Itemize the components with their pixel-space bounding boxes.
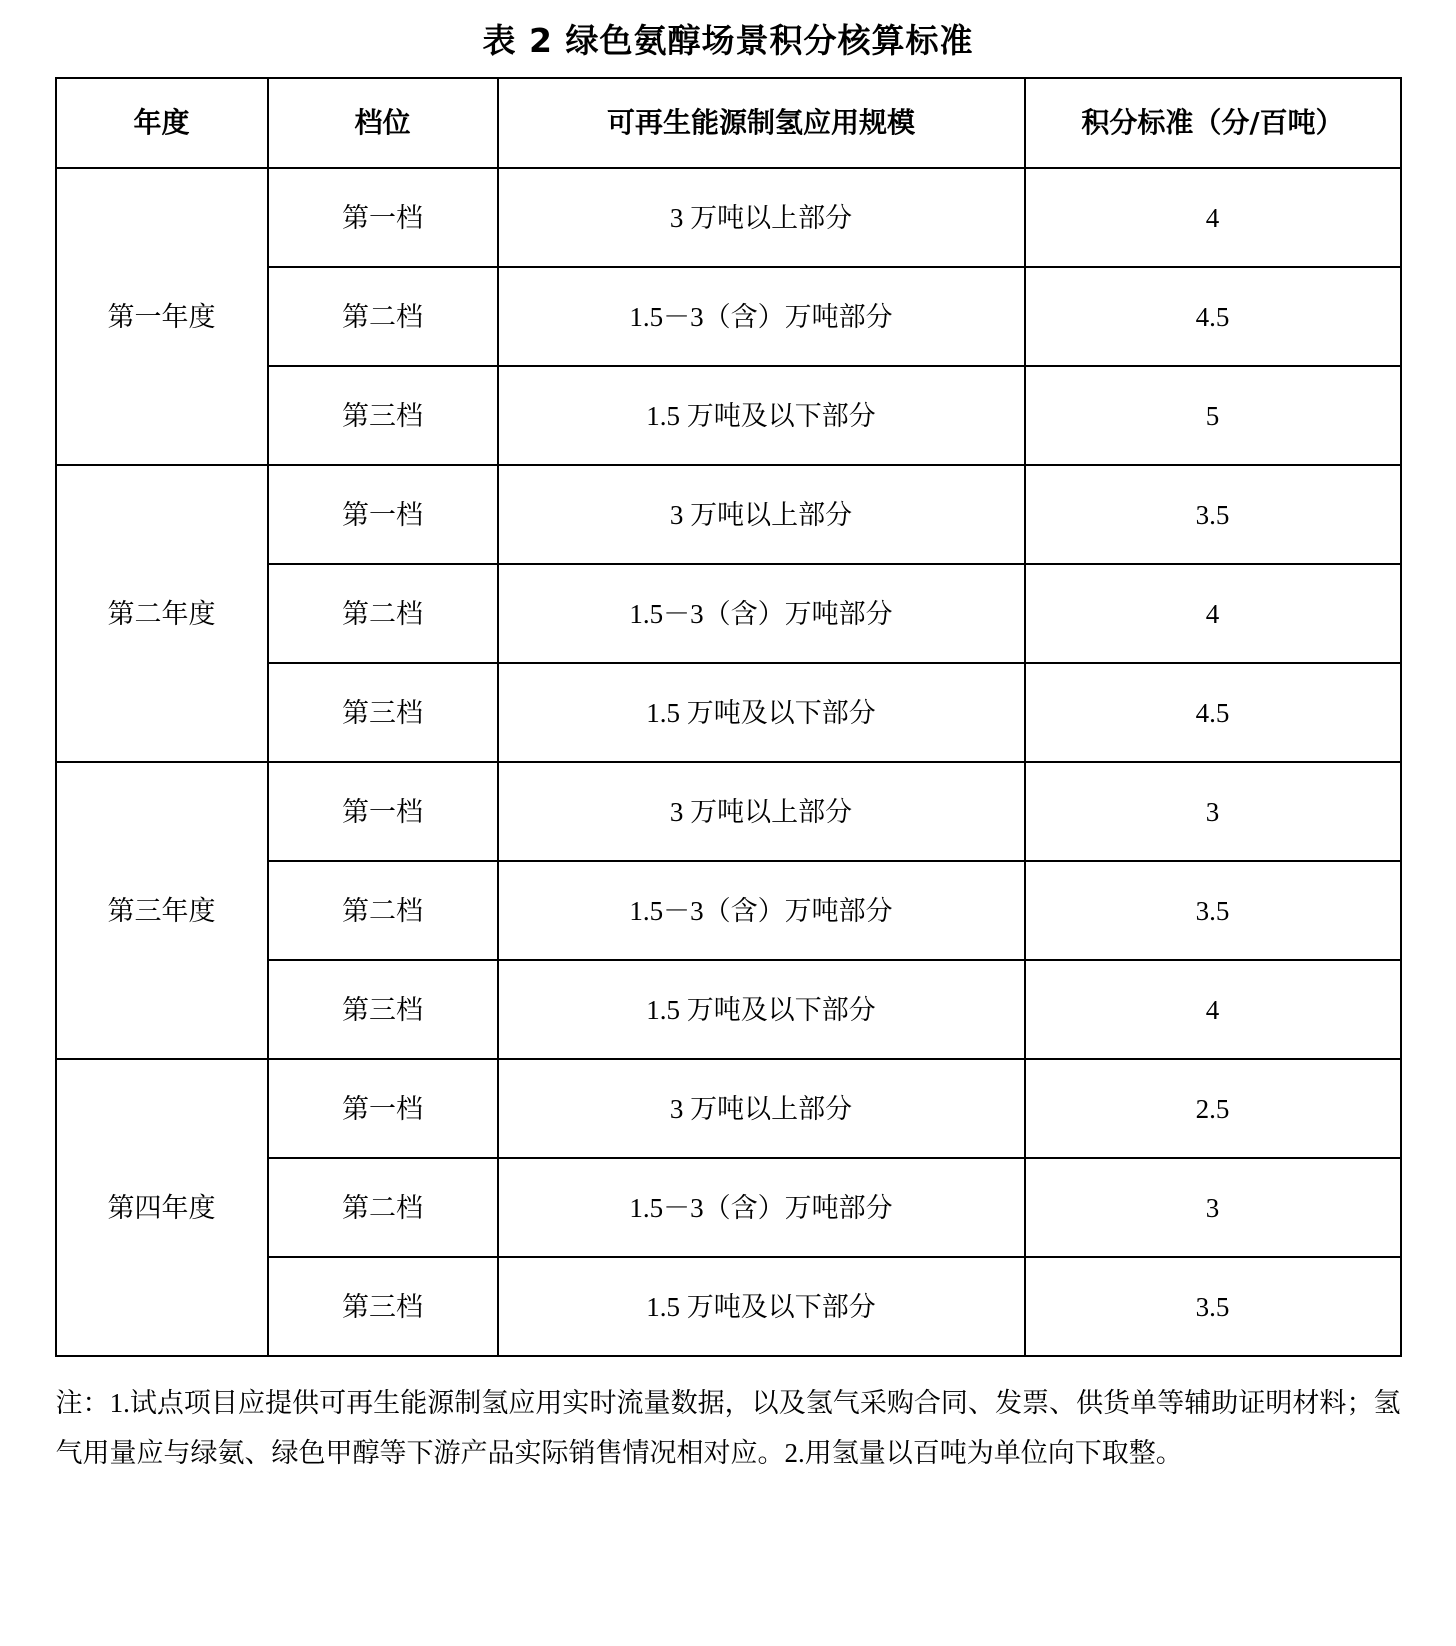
score-cell: 3.5 <box>1025 1257 1401 1356</box>
score-cell: 3 <box>1025 1158 1401 1257</box>
scale-cell: 1.5 万吨及以下部分 <box>498 960 1025 1059</box>
tier-cell: 第三档 <box>268 366 498 465</box>
tier-cell: 第一档 <box>268 465 498 564</box>
table-body <box>56 168 1401 1356</box>
tier-cell: 第二档 <box>268 1158 498 1257</box>
score-cell: 4.5 <box>1025 267 1401 366</box>
score-cell: 4 <box>1025 960 1401 1059</box>
tier-cell: 第三档 <box>268 663 498 762</box>
tier-cell: 第二档 <box>268 267 498 366</box>
scale-cell: 1.5 万吨及以下部分 <box>498 1257 1025 1356</box>
score-cell: 3 <box>1025 762 1401 861</box>
tier-cell: 第二档 <box>268 564 498 663</box>
score-cell: 4 <box>1025 564 1401 663</box>
tier-cell: 第三档 <box>268 960 498 1059</box>
table-row <box>56 762 1401 861</box>
page-title: 表 2 绿色氨醇场景积分核算标准 <box>482 21 974 60</box>
table-header <box>56 78 1401 168</box>
table-note: 注：1.试点项目应提供可再生能源制氢应用实时流量数据，以及氢气采购合同、发票、供货单等辅助证明材料；氢气用量应与绿氨、绿色甲醇等下游产品实际销售情况相对应。2.用氢量以百吨为单位向下取整。 <box>55 1388 1401 1469</box>
score-cell: 3.5 <box>1025 861 1401 960</box>
table-row <box>56 1059 1401 1158</box>
tier-cell: 第三档 <box>268 1257 498 1356</box>
column-header-score: 积分标准（分/百吨） <box>1025 78 1401 168</box>
table-row <box>56 465 1401 564</box>
column-header-tier: 档位 <box>268 78 498 168</box>
table-header-row <box>56 78 1401 168</box>
scale-cell: 1.5 万吨及以下部分 <box>498 663 1025 762</box>
year-cell: 第四年度 <box>56 1059 268 1356</box>
table-row <box>56 168 1401 267</box>
scale-cell: 1.5－3（含）万吨部分 <box>498 564 1025 663</box>
scale-cell: 1.5－3（含）万吨部分 <box>498 861 1025 960</box>
score-cell: 5 <box>1025 366 1401 465</box>
tier-cell: 第一档 <box>268 762 498 861</box>
score-standard-table <box>55 77 1402 1357</box>
score-cell: 2.5 <box>1025 1059 1401 1158</box>
year-cell: 第二年度 <box>56 465 268 762</box>
tier-cell: 第一档 <box>268 168 498 267</box>
scale-cell: 1.5 万吨及以下部分 <box>498 366 1025 465</box>
scale-cell: 1.5－3（含）万吨部分 <box>498 267 1025 366</box>
scale-cell: 1.5－3（含）万吨部分 <box>498 1158 1025 1257</box>
scale-cell: 3 万吨以上部分 <box>498 762 1025 861</box>
scale-cell: 3 万吨以上部分 <box>498 168 1025 267</box>
tier-cell: 第二档 <box>268 861 498 960</box>
score-cell: 4.5 <box>1025 663 1401 762</box>
scale-cell: 3 万吨以上部分 <box>498 465 1025 564</box>
year-cell: 第三年度 <box>56 762 268 1059</box>
year-cell: 第一年度 <box>56 168 268 465</box>
tier-cell: 第一档 <box>268 1059 498 1158</box>
score-cell: 3.5 <box>1025 465 1401 564</box>
column-header-year: 年度 <box>56 78 268 168</box>
scale-cell: 3 万吨以上部分 <box>498 1059 1025 1158</box>
score-cell: 4 <box>1025 168 1401 267</box>
column-header-scale: 可再生能源制氢应用规模 <box>498 78 1025 168</box>
